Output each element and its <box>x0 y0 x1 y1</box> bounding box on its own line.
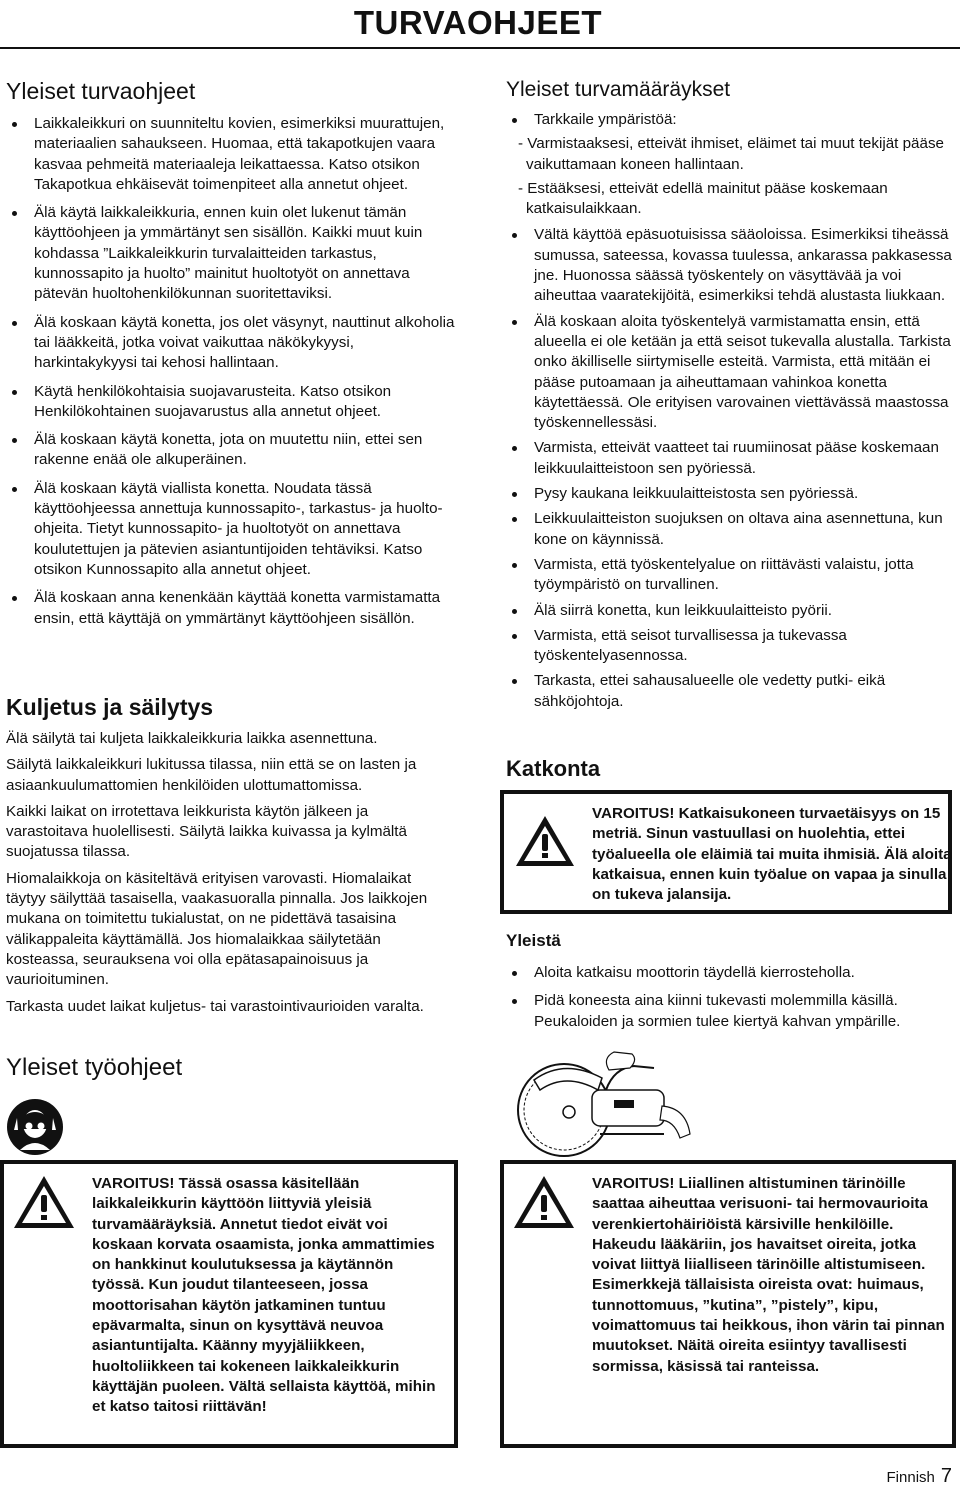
warning-box-general <box>0 1160 458 1448</box>
section-heading-general: Yleiset turvaohjeet <box>6 78 196 104</box>
sub-item: - Estääksesi, etteivät edellä mainitut pääse koskemaan katkaisulaikkaan. <box>518 179 888 218</box>
list-item: Laikkaleikkuri on suunniteltu kovien, esimerkiksi muurattujen, materiaalien sahaukseen. Huomaa, että takapotkujen vaara kasvaa pehmeitä materiaaleja leikattaessa. Katso otsikon Takapotkua ehkäisevät toimenpiteet alla annetut ohjeet. <box>6 114 458 195</box>
list-item: Tarkkaile ympäristöä: <box>506 110 954 130</box>
subheading-general: Yleistä <box>506 931 561 950</box>
sub-item: - Varmistaaksesi, etteivät ihmiset, eläimet tai muut tekijät pääse vaikuttamaan koneen hallintaan. <box>518 135 944 173</box>
rules-bullets <box>506 225 954 712</box>
list-item: Pidä koneesta aina kiinni tukevasti molemmilla käsillä. Peukaloiden ja sormien tulee kiertyä kahvan ympärille. <box>506 991 954 1032</box>
page-footer <box>887 1465 952 1488</box>
list-item: Älä koskaan käytä viallista konetta. Noudata tässä käyttöohjeessa annettuja kunnossapito-, tarkastus- ja huolto-ohjeita. Tietyt kunnossapito- ja huoltotyöt on annettava koulutettujen ja pätevien asiantuntijoiden tehtäviksi. Katso otsikon Kunnossapito alla annetut ohjeet. <box>6 479 458 580</box>
warning-text: VAROITUS! Tässä osassa käsitellään laikkaleikkurin käyttöön liittyviä yleisiä turvamääräyksiä. Annetut tiedot eivät voi koskaan korvata osaamista, jonka ammattimies on hankkinut koulutuksessa ja käytännön työssä. Kun joudut tilanteeseen, jossa moottorisahan käytön jatkaminen tuntuu epävarmalta, sinun on kysyttävä neuvoa asiantuntijalta. Käänny myyjäliikkeen, huoltoliikkeen tai kokeneen laikkaleikkurin käyttäjän puoleen. Vältä sellaista käyttöä, mihin et katso taitosi riittävän! <box>92 1175 436 1416</box>
protective-equipment-icon <box>6 1098 64 1156</box>
list-item: Leikkuulaitteiston suojuksen on oltava aina asennettuna, kun kone on käynnissä. <box>506 509 954 550</box>
general-subsection <box>506 931 954 1032</box>
paragraph: Älä säilytä tai kuljeta laikkaleikkuria laikka asennettuna. <box>6 730 378 747</box>
rules-first-list <box>506 110 954 130</box>
list-item: Aloita katkaisu moottorin täydellä kierrosteholla. <box>506 963 954 983</box>
warning-box-vibration <box>500 1160 956 1448</box>
list-item: Älä koskaan aloita työskentelyä varmistamatta ensin, että alueella ei ole ketään ja että seisot tukevalla alustalla. Tarkista onko äkilliselle siirtymiselle esteitä. Varmista, että mitään ei pääse putoamaan ja aiheuttamaan vahinkoa konetta käytettäessä. Ole erityisen varovainen viettävässä maastossa työskennellessäsi. <box>506 312 954 434</box>
list-item: Älä koskaan käytä konetta, jos olet väsynyt, nauttinut alkoholia tai lääkkeitä, jotka voivat vaikuttaa näkökykyysi, harkintakykyysi tai kehosi hallintaan. <box>6 313 458 374</box>
section-heading-work: Yleiset työohjeet <box>6 1054 183 1081</box>
warning-text: VAROITUS! Katkaisukoneen turvaetäisyys on 15 metriä. Sinun vastuullasi on huolehtia, ettei työalueella ole eläimiä tai muita ihmisiä. Älä aloita katkaisua, ennen kuin työalue on vapaa ja sinulla on tukeva jalansija. <box>592 805 952 904</box>
cutting-bullets <box>506 963 954 1032</box>
list-item: Varmista, etteivät vaatteet tai ruumiinosat pääse koskemaan leikkuulaitteistoon sen pyöriessä. <box>506 438 954 479</box>
left-column <box>6 78 458 629</box>
list-item: Älä siirrä konetta, kun leikkuulaitteisto pyörii. <box>506 601 954 621</box>
section-heading-cutting: Katkonta <box>506 756 601 781</box>
cut-off-saw-hands-illustration <box>514 1050 694 1160</box>
list-item: Käytä henkilökohtaisia suojavarusteita. Katso otsikon Henkilökohtainen suojavarustus alla annetut ohjeet. <box>6 382 458 423</box>
list-item: Tarkasta, ettei sahausalueelle ole vedetty putki- eikä sähköjohtoja. <box>506 671 954 712</box>
paragraph: Hiomalaikkoja on käsiteltävä erityisen varovasti. Hiomalaikat täytyy säilyttää tasaisella, vaakasuoralla pinnalla. Jos laikkojen mukana on toimitettu tukialustat, on ne pidettävä tasaisina välikappaleita käyttämällä. Jos hiomalaikkaa säilytetään kosteassa, seurauksena voi olla epätasapainoisuus ja vaurioituminen. <box>6 869 428 989</box>
page-header-title: TURVAOHJEET <box>353 4 602 41</box>
paragraph: Tarkasta uudet laikat kuljetus- tai varastointivaurioiden varalta. <box>6 997 424 1015</box>
right-column <box>506 78 954 712</box>
list-item: Älä koskaan anna kenenkään käyttää konetta varmistamatta ensin, että käyttäjä on ymmärtänyt käyttöohjeen sisällön. <box>6 588 458 629</box>
list-item: Varmista, että työskentelyalue on riittävästi valaistu, jotta työympäristö on turvallinen. <box>506 555 954 596</box>
warning-triangle-icon <box>12 1174 76 1230</box>
header-rule <box>0 47 960 49</box>
list-item: Varmista, että seisot turvallisessa ja tukevassa työskentelyasennossa. <box>506 626 954 667</box>
warning-box-distance <box>500 790 952 914</box>
section-heading-transport: Kuljetus ja säilytys <box>6 694 214 720</box>
list-item: Pysy kaukana leikkuulaitteistosta sen pyöriessä. <box>506 484 954 504</box>
page-number: 7 <box>940 1465 952 1487</box>
section-heading-rules: Yleiset turvamääräykset <box>506 78 731 101</box>
general-bullets <box>6 114 458 629</box>
warning-text: VAROITUS! Liiallinen altistuminen tärinöille saattaa aiheuttaa verisuoni- tai hermovaurioita verenkiertohäiriöistä kärsiville henkilöille. Hakeudu lääkäriin, jos havaitset oireita, jotka voivat liittyä liialliseen tärinöille altistumiseen. Esimerkkejä tällaisista oireista ovat: huimaus, tunnottomuus, ”kutina”, ”pistely”, kipu, voimattomuus tai heikkous, ihon värin tai pinnan muutokset. Näitä oireita esiintyy tavallisesti sormissa, käsissä tai ranteissa. <box>592 1175 945 1375</box>
footer-language: Finnish <box>886 1469 935 1486</box>
paragraph: Kaikki laikat on irrotettava leikkurista käytön jälkeen ja varastoitava huolellisesti. Säilytä laikka kuivassa ja kylmältä suojatussa tilassa. <box>6 802 407 861</box>
list-item: Vältä käyttöä epäsuotuisissa sääoloissa. Esimerkiksi tiheässä sumussa, sateessa, kovassa tuulessa, ankarassa pakkasessa jne. Huonossa säässä työskentely on väsyttävää ja voi aiheuttaa vaaratekijöitä, esimerkiksi tehdä alustasta liukkaan. <box>506 225 954 306</box>
paragraph: Säilytä laikkaleikkuri lukitussa tilassa, niin että se on lasten ja asiaankuulumattomien henkilöiden ulottumattomissa. <box>6 756 417 794</box>
list-item: Älä koskaan käytä konetta, jota on muutettu niin, ettei sen rakenne enää ole alkuperäinen. <box>6 430 458 471</box>
list-item: Älä käytä laikkaleikkuria, ennen kuin olet lukenut tämän käyttöohjeen ja ymmärtänyt sen sisällön. Kaikki muut kuin kohdassa ”Laikkaleikkurin turvalaitteiden tarkastus, kunnossapito ja huolto” mainitut huoltotyöt on annettava pätevän huoltohenkilökunnan suoritettaviksi. <box>6 203 458 304</box>
warning-triangle-icon <box>514 814 576 868</box>
transport-section <box>6 694 452 1017</box>
warning-triangle-icon <box>512 1174 576 1230</box>
